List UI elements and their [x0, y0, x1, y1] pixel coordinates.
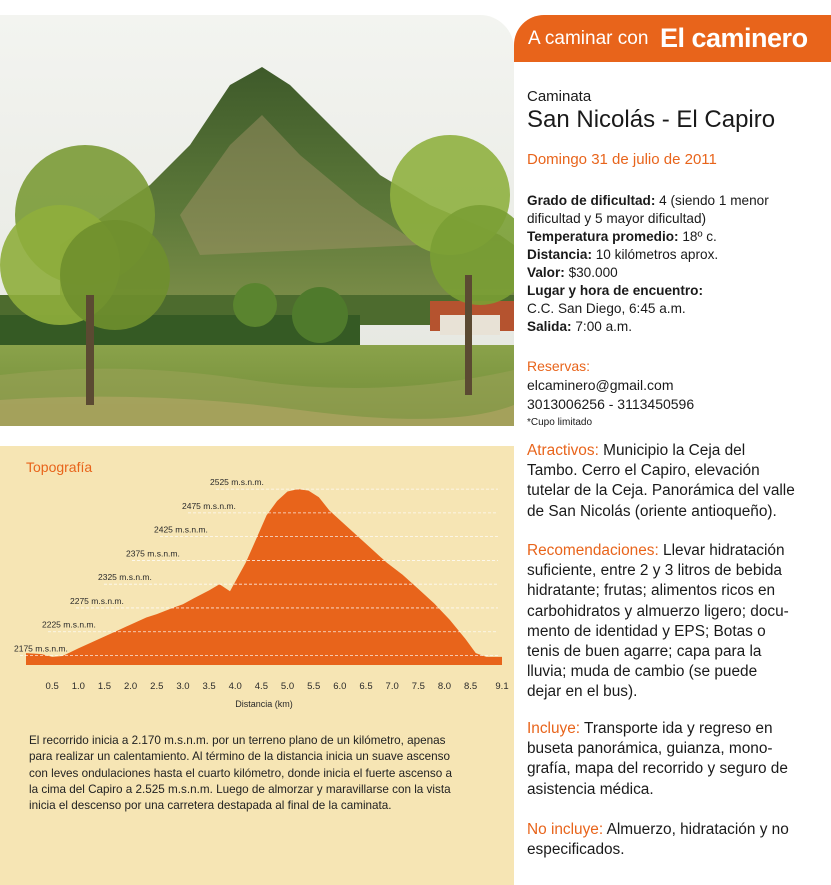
landscape-photo	[0, 15, 514, 426]
temperatura-value: 18º c.	[682, 229, 717, 244]
atractivos-label: Atractivos:	[527, 442, 599, 459]
atractivos-section	[527, 441, 795, 522]
altitude-label: 2425 m.s.n.m.	[154, 524, 208, 535]
mountain-landscape-photo	[0, 15, 514, 426]
dificultad-cont: dificultad y 5 mayor dificultad)	[527, 211, 707, 226]
valor-value: $30.000	[568, 265, 618, 280]
altitude-label: 2275 m.s.n.m.	[70, 595, 124, 606]
altitude-label: 2225 m.s.n.m.	[42, 619, 96, 630]
altitude-label: 2325 m.s.n.m.	[98, 572, 152, 583]
event-date: Domingo 31 de julio de 2011	[527, 151, 717, 168]
recomendaciones-line: mento de identidad y EPS; Botas o	[527, 622, 766, 640]
lugar-value: C.C. San Diego, 6:45 a.m.	[527, 301, 686, 316]
distance-tick-label: 7.5	[411, 681, 425, 692]
caminata-label: Caminata	[527, 88, 592, 105]
route-description-line: El recorrido inicia a 2.170 m.s.n.m. por un terreno plano de un kilómetro, apenas	[29, 734, 446, 747]
incluye-line: asistencia médica.	[527, 780, 654, 798]
reservas-label: Reservas:	[527, 358, 591, 374]
recomendaciones-line: suficiente, entre 2 y 3 litros de bebida	[527, 562, 782, 580]
noincluye-line: Almuerzo, hidratación y no	[603, 821, 789, 838]
route-description-line: la cima del Capiro a 2.525 m.s.n.m. Luego de almorzar y maravillarse con la vista	[29, 782, 451, 796]
lugar-label: Lugar y hora de encuentro:	[527, 283, 703, 298]
incluye-line: Transporte ida y regreso en	[580, 720, 773, 737]
temperatura-label: Temperatura promedio:	[527, 229, 679, 244]
salida-value: 7:00 a.m.	[575, 319, 633, 334]
dificultad-value: 4 (siendo 1 menor	[659, 193, 769, 208]
noincluye-section	[527, 820, 789, 860]
incluye-section	[527, 719, 788, 800]
recomendaciones-line: dejar en el bus).	[527, 683, 638, 701]
contact-info	[527, 376, 694, 413]
salida-label: Salida:	[527, 319, 572, 334]
distance-tick-label: 6.5	[359, 681, 373, 692]
distance-tick-label: 5.0	[280, 681, 295, 692]
distance-tick-label: 2.0	[124, 681, 138, 692]
atractivos-line: de San Nicolás (oriente antioqueño).	[527, 502, 777, 520]
recomendaciones-line: hidratante; frutas; alimentos ricos en	[527, 582, 776, 600]
route-description-line: con leves ondulaciones hasta el cuarto kilómetro, donde inicia el fuerte ascenso a	[29, 766, 452, 780]
altitude-label: 2175 m.s.n.m.	[14, 643, 68, 654]
cupo-note: *Cupo limitado	[527, 417, 593, 428]
topography-title: Topografía	[26, 459, 93, 475]
distance-tick-label: 9.1	[495, 681, 509, 692]
contact-email[interactable]: elcaminero@gmail.com	[527, 377, 674, 393]
header-tagline: A caminar con	[528, 28, 649, 49]
recomendaciones-line: tenis de buen agarre; capa para la	[527, 643, 762, 661]
distancia-label: Distancia:	[527, 247, 592, 262]
header-banner	[514, 15, 831, 62]
altitude-label: 2375 m.s.n.m.	[126, 548, 180, 559]
elevation-profile-chart	[0, 446, 514, 726]
distance-tick-label: 1.0	[71, 681, 85, 692]
x-axis-label: Distancia (km)	[235, 699, 293, 709]
contact-phones: 3013006256 - 3113450596	[527, 395, 695, 412]
incluye-line: grafía, mapa del recorrido y seguro de	[527, 760, 788, 778]
distance-tick-label: 3.0	[176, 681, 190, 692]
noincluye-label: No incluye:	[527, 821, 604, 838]
recomendaciones-line: Llevar hidratación	[658, 542, 785, 559]
brand-logo: El caminero	[660, 23, 808, 53]
altitude-label: 2525 m.s.n.m.	[210, 477, 264, 488]
recomendaciones-line: carbohidratos y almuerzo ligero; docu-	[527, 602, 789, 620]
distance-tick-label: 8.0	[437, 681, 452, 692]
trip-details	[527, 192, 769, 336]
valor-label: Valor:	[527, 265, 565, 280]
dificultad-label: Grado de dificultad:	[527, 193, 656, 208]
distance-tick-label: 2.5	[150, 681, 164, 692]
distance-tick-label: 5.5	[307, 681, 321, 692]
distance-tick-label: 3.5	[202, 681, 216, 692]
route-description-line: para realizar un calentamiento. Al término de la distancia inicia un suave ascenso	[29, 750, 450, 764]
distance-tick-label: 4.0	[228, 681, 242, 692]
atractivos-line: tutelar de la Ceja. Panorámica del valle	[527, 482, 795, 500]
recomendaciones-line: lluvia; muda de cambio (se puede	[527, 663, 758, 681]
distance-tick-label: 1.5	[97, 681, 112, 692]
altitude-label: 2475 m.s.n.m.	[182, 500, 236, 511]
noincluye-line: especificados.	[527, 841, 625, 859]
distancia-value: 10 kilómetros aprox.	[595, 247, 719, 262]
recomendaciones-section	[527, 541, 789, 703]
incluye-label: Incluye:	[527, 720, 581, 737]
topography-panel	[0, 446, 514, 885]
route-description-line: inicia el descenso por una carretera destapada al final de la caminata.	[29, 799, 392, 813]
distance-tick-label: 6.0	[333, 681, 347, 692]
route-description	[29, 733, 499, 814]
atractivos-line: Tambo. Cerro el Capiro, elevación	[527, 462, 760, 480]
distance-tick-label: 0.5	[45, 681, 59, 692]
incluye-line: buseta panorámica, guianza, mono-	[527, 740, 773, 758]
recomendaciones-label: Recomendaciones:	[527, 542, 659, 559]
route-title: San Nicolás - El Capiro	[527, 106, 776, 133]
distance-tick-label: 8.5	[464, 681, 478, 692]
distance-tick-label: 4.5	[254, 681, 268, 692]
atractivos-line: Municipio la Ceja del	[598, 442, 746, 459]
distance-tick-label: 7.0	[385, 681, 399, 692]
